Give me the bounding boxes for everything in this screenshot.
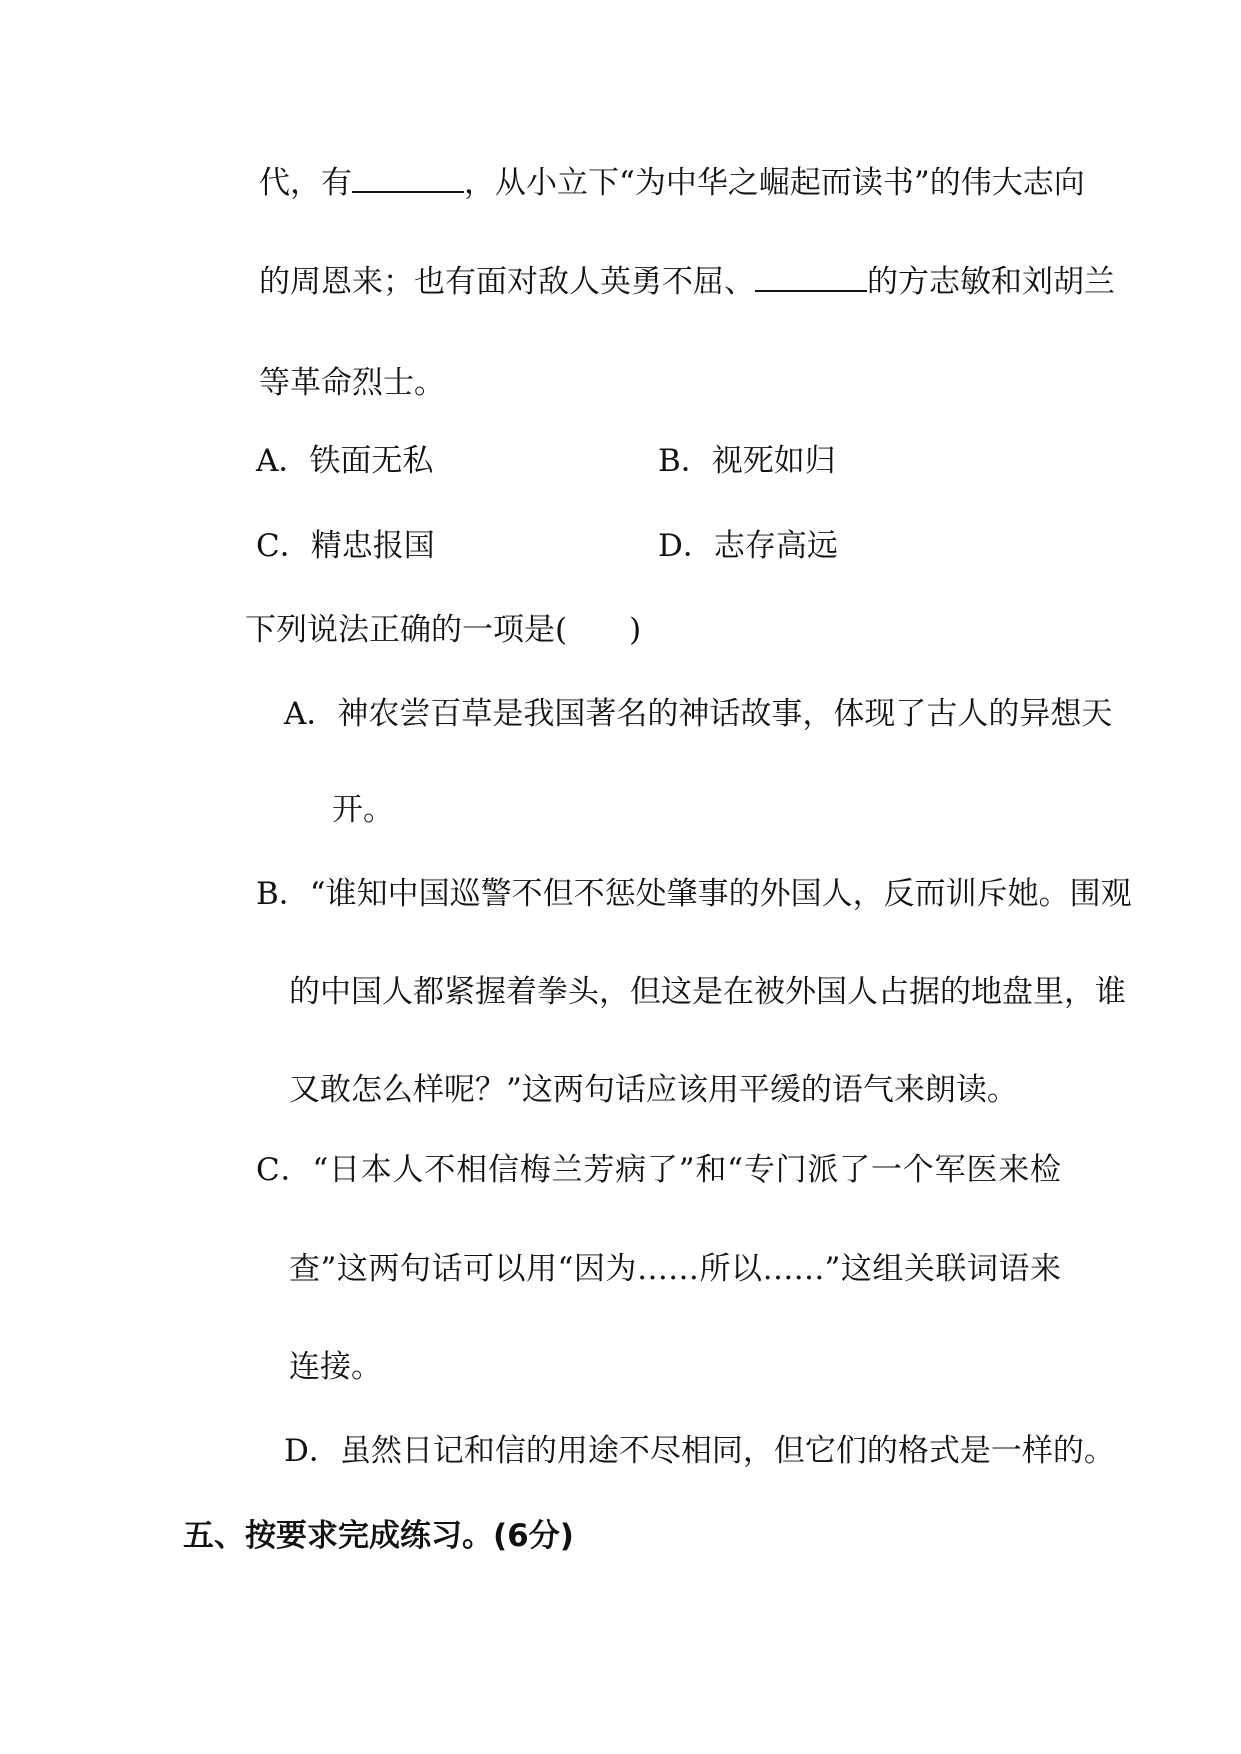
answer-blank-2[interactable]: [755, 262, 867, 292]
choice-d[interactable]: D．虽然日记和信的用途不尽相同，但它们的格式是一样的。: [284, 1433, 1115, 1469]
choice-c-line-1[interactable]: C．“日本人不相信梅兰芳病了”和“专门派了一个军医来检: [256, 1152, 1061, 1188]
choice-b-line-2[interactable]: 的中国人都紧握着拳头，但这是在被外国人占据的地盘里，谁: [289, 974, 1126, 1010]
choice-c-line-2[interactable]: 查”这两句话可以用“因为……所以……”这组关联词语来: [289, 1251, 1061, 1287]
option-d[interactable]: D．志存高远: [658, 528, 838, 564]
option-a[interactable]: A．铁面无私: [256, 443, 434, 479]
fill-question-line-3: 等革命烈士。: [259, 365, 445, 401]
choice-a-line-2[interactable]: 开。: [332, 792, 394, 828]
section-5-heading: 五、按要求完成练习。(6分): [183, 1518, 574, 1554]
fill-question-line-2: [259, 262, 1115, 302]
text: ，从小立下“为中华之崛起而读书”的伟大志向: [464, 165, 1085, 201]
choice-c-line-3[interactable]: 连接。: [289, 1349, 382, 1385]
fill-question-line-1: [259, 163, 1085, 203]
text: 代，有: [259, 165, 352, 201]
option-b[interactable]: B．视死如归: [658, 443, 836, 479]
answer-blank-1[interactable]: [352, 163, 464, 193]
text: 的方志敏和刘胡兰: [867, 264, 1115, 300]
choice-a-line-1[interactable]: A．神农尝百草是我国著名的神话故事，体现了古人的异想天: [284, 696, 1113, 732]
choice-b-line-3[interactable]: 又敢怎么样呢？”这两句话应该用平缓的语气来朗读。: [289, 1072, 1018, 1108]
text: 的周恩来；也有面对敌人英勇不屈、: [259, 264, 755, 300]
question-stem: 下列说法正确的一项是( ): [245, 612, 642, 648]
choice-b-line-1[interactable]: B．“谁知中国巡警不但不惩处肇事的外国人，反而训斥她。围观: [256, 876, 1132, 912]
option-c[interactable]: C．精忠报国: [256, 528, 435, 564]
